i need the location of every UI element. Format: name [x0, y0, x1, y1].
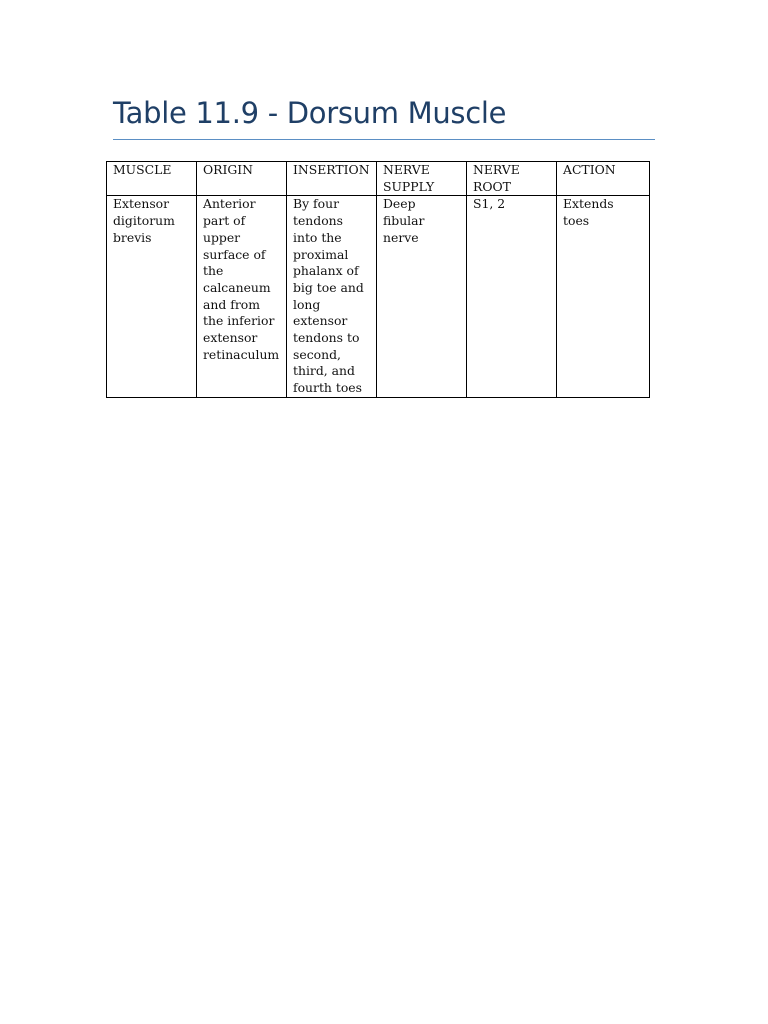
header-cell-insertion: INSERTION	[287, 162, 377, 196]
table-header-row	[107, 162, 650, 196]
header-cell-muscle: MUSCLE	[107, 162, 197, 196]
dorsum-muscle-table	[106, 161, 650, 398]
header-cell-nerve-root: NERVE ROOT	[467, 162, 557, 196]
header-cell-origin: ORIGIN	[197, 162, 287, 196]
header-cell-action: ACTION	[557, 162, 650, 196]
page-title: Table 11.9 - Dorsum Muscle	[113, 96, 507, 130]
header-cell-nerve-supply: NERVE SUPPLY	[377, 162, 467, 196]
cell-nerve-root: S1, 2	[467, 196, 557, 397]
table-row	[107, 196, 650, 397]
cell-action: Extends toes	[557, 196, 650, 397]
cell-origin: Anterior part of upper surface of the calcaneum and from the inferior extensor retinaculum	[197, 196, 287, 397]
cell-insertion: By four tendons into the proximal phalanx of big toe and long extensor tendons to second, third, and fourth toes	[287, 196, 377, 397]
cell-nerve-supply: Deep fibular nerve	[377, 196, 467, 397]
title-underline	[113, 139, 655, 140]
cell-muscle: Extensor digitorum brevis	[107, 196, 197, 397]
